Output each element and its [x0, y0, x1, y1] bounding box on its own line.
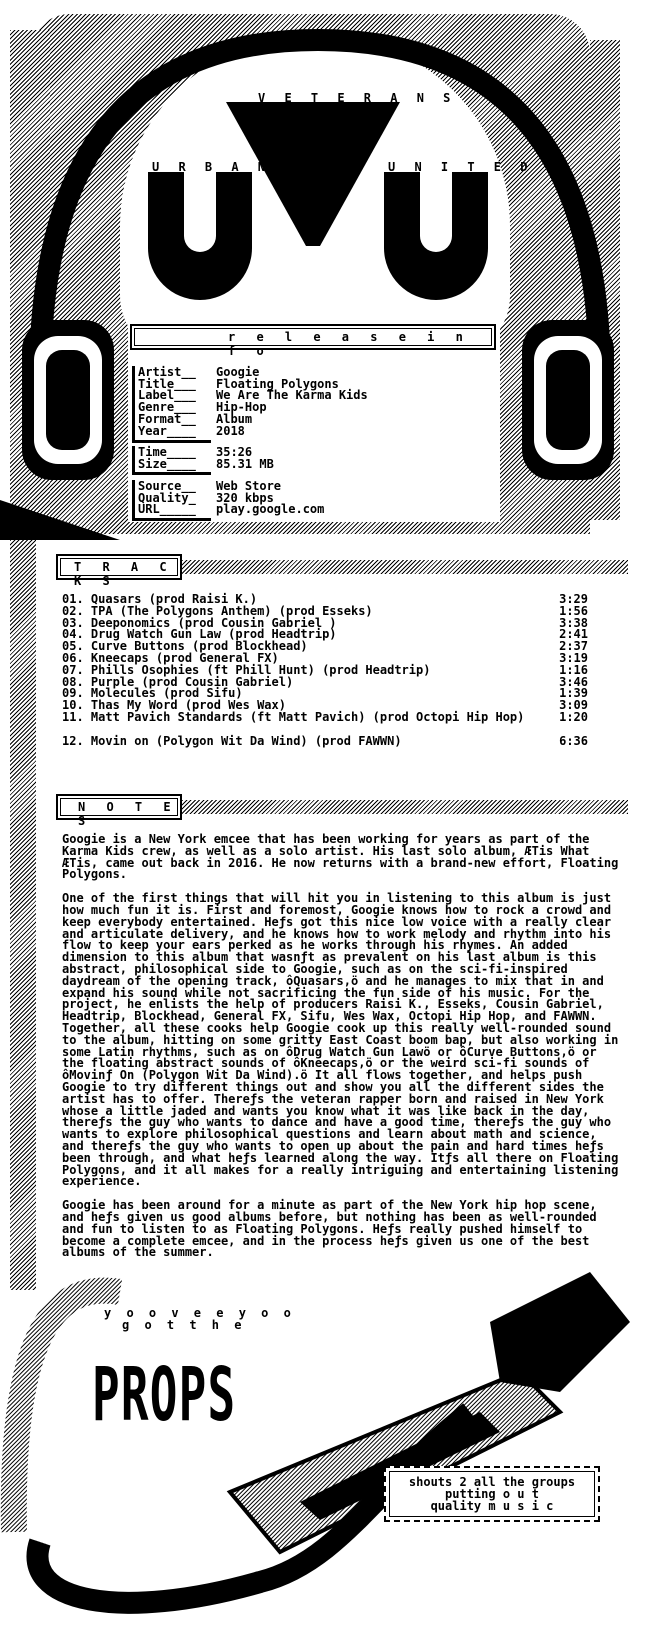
info-row — [138, 503, 478, 515]
track-duration: 3:19 — [559, 651, 588, 665]
shouts-line-3: quality m u s i c — [430, 1499, 554, 1513]
footer-art — [0, 1262, 656, 1644]
info-value: Hip-Hop — [216, 400, 267, 415]
info-row — [138, 413, 478, 425]
track-duration: 1:39 — [559, 686, 588, 701]
info-value: Album — [216, 411, 253, 426]
info-label: Artist__ — [138, 365, 196, 379]
tracks-heading: T R A C K S — [74, 560, 174, 588]
track-title: 08. Purple (prod Cousin Gabriel) — [62, 674, 294, 689]
info-value: Floating Polygons — [216, 376, 339, 391]
props-text: PROPS — [92, 1352, 237, 1438]
info-label: Genre___ — [138, 400, 196, 415]
notes-body — [62, 834, 622, 1271]
info-label: Title___ — [138, 376, 196, 391]
info-label: URL_____ — [138, 502, 196, 517]
info-label: Size____ — [138, 456, 196, 471]
info-label: Year____ — [138, 423, 196, 438]
info-value: Googie — [216, 365, 260, 379]
release-info-panel — [128, 322, 500, 522]
info-value: Web Store — [216, 479, 282, 493]
info-label: Label___ — [138, 388, 196, 403]
track-title: 10. Thas My Word (prod Wes Wax) — [62, 698, 286, 713]
notes-header-box — [56, 794, 182, 828]
info-label: Quality_ — [138, 490, 196, 505]
track-duration: 2:37 — [559, 639, 588, 654]
notes-paragraph: Googie is a New York emcee that has been working for years as part of the Karma Kids crew, as well as a solo artist. His last solo album, ÆTis What ÆTis, came out back in 2016. He now returns with a brand-new effort, Floating Polygons. — [62, 832, 619, 882]
notes-paragraph: One of the first things that will hit you in listening to this album is just how much fun it is. First and foremost, Googie knows how to rock a crowd and keep everybody entertained. Heƒs got this nice low voice with a really clear and articulate delivery, and he knows how to work melody and rhythm into his flow to keep your ears perked as he works through his rhymes. An added dimension to this album that wasnƒt as prevalent on his last album is this abstract, philosophical side to Googie, such as on the sci-fi-inspired daydream of the opening track, ôQuasars,ö and he manages to mix that in and expand his sound while not sacrificing the fun side of his music. For the project, he enlists the help of producers Raisi K., Esseks, Cousin Gabriel, Headtrip, Blockhead, General FX, Sifu, Wes Wax, Octopi Hip Hop, and FAWWN. Together, all these cooks help Googie cook up this really well-rounded sound to the album, hitting on some gritty East Coast boom bap, but also working in some Latin rhythms, such as on ôDrug Watch Gun Lawö or ôCurve Buttons,ö or the floating abstract sounds of ôKneecaps,ö or the weird sci-fi sounds of ôMovinƒ On (Polygon Wit Da Wind).ö It all flows together, and helps push Googie to try different things out and show you all the different sides the artist has to offer. Thereƒs the veteran rapper born and raised in New York whose a little jaded and wants you know what it was like back in the day, thereƒs the guy who wants to dance and have a good time, thereƒs the guy who wants to explore philosophical questions and learn about math and science, and thereƒs the guy who wants to open up about the pain and hard times heƒs been through, and what heƒs learned along the way. Itƒs all there on Floating Polygons, and it all makes for a really intriguing and entertaining listening experience. — [62, 891, 619, 1189]
track-duration: 6:36 — [559, 733, 588, 748]
track-duration: 1:56 — [559, 603, 588, 618]
track-duration: 3:29 — [559, 592, 588, 606]
track-title: 05. Curve Buttons (prod Blockhead) — [62, 639, 308, 654]
track-title: 02. TPA (The Polygons Anthem) (prod Esseks) — [62, 603, 373, 618]
info-label: Source__ — [138, 479, 196, 493]
info-label: Time____ — [138, 445, 196, 459]
track-title: 09. Molecules (prod Sifu) — [62, 686, 243, 701]
track-duration: 1:20 — [559, 710, 588, 724]
tracks-section — [0, 550, 656, 750]
footer-line-1: y o o v e e y o o — [104, 1306, 295, 1320]
track-title: 07. Phills Osophies (ft Phill Hunt) (prod Headtrip) — [62, 662, 431, 677]
info-value: play.google.com — [216, 502, 325, 517]
info-row — [138, 425, 478, 437]
notes-heading: N O T E S — [78, 800, 178, 828]
tracks-header-box — [56, 554, 182, 588]
logo-right-word: U N I T E D — [388, 160, 534, 174]
track-duration: 3:38 — [559, 615, 588, 630]
info-value: 85.31 MB — [216, 456, 274, 471]
release-info-header-box — [130, 324, 496, 358]
track-duration: 2:41 — [559, 627, 588, 642]
track-title: 01. Quasars (prod Raisi K.) — [62, 592, 258, 606]
shouts-line-2: putting o u t — [445, 1487, 539, 1501]
props-wordmark — [92, 1334, 242, 1456]
notes-paragraph: Googie has been around for a minute as part of the New York hip hop scene, and heƒs given us good albums before, but nothing has been as well-rounded and fun to listen to as Floating Polygons. Heƒs really pushed himself to become a complete emcee, and in the process heƒs given us one of the best albums of the summer. — [62, 1198, 597, 1260]
shouts-line-1: shouts 2 all the groups — [408, 1475, 576, 1489]
logo-left-word: U R B A N — [152, 160, 272, 174]
track-row — [62, 712, 618, 736]
track-title: 11. Matt Pavich Standards (ft Matt Pavich) (prod Octopi Hip Hop) — [62, 710, 525, 724]
info-value: 35:26 — [216, 445, 253, 459]
notes-header-band — [182, 800, 628, 814]
track-title: 03. Deeponomics (prod Cousin Gabriel ) — [62, 615, 337, 630]
info-value: 2018 — [216, 423, 245, 438]
footer-line-2: g o t t h e — [122, 1318, 246, 1332]
track-duration: 1:16 — [559, 662, 588, 677]
track-title: 12. Movin on (Polygon Wit Da Wind) (prod FAWWN) — [62, 733, 402, 748]
info-value: 320 kbps — [216, 490, 274, 505]
release-info-heading: r e l e a s e i n f o — [228, 330, 470, 358]
notes-section — [0, 790, 656, 1270]
track-title: 06. Kneecaps (prod General FX) — [62, 651, 279, 665]
info-value: We Are The Karma Kids — [216, 388, 368, 403]
track-title: 04. Drug Watch Gun Law (prod Headtrip) — [62, 627, 337, 642]
info-row — [138, 458, 478, 470]
track-duration: 3:09 — [559, 698, 588, 713]
logo-top-word: V E T E R A N S — [258, 91, 457, 105]
info-label: Format__ — [138, 411, 196, 426]
tracks-header-band — [182, 560, 628, 574]
shouts-box — [384, 1466, 600, 1522]
track-duration: 3:46 — [559, 674, 588, 689]
track-row — [62, 733, 618, 748]
